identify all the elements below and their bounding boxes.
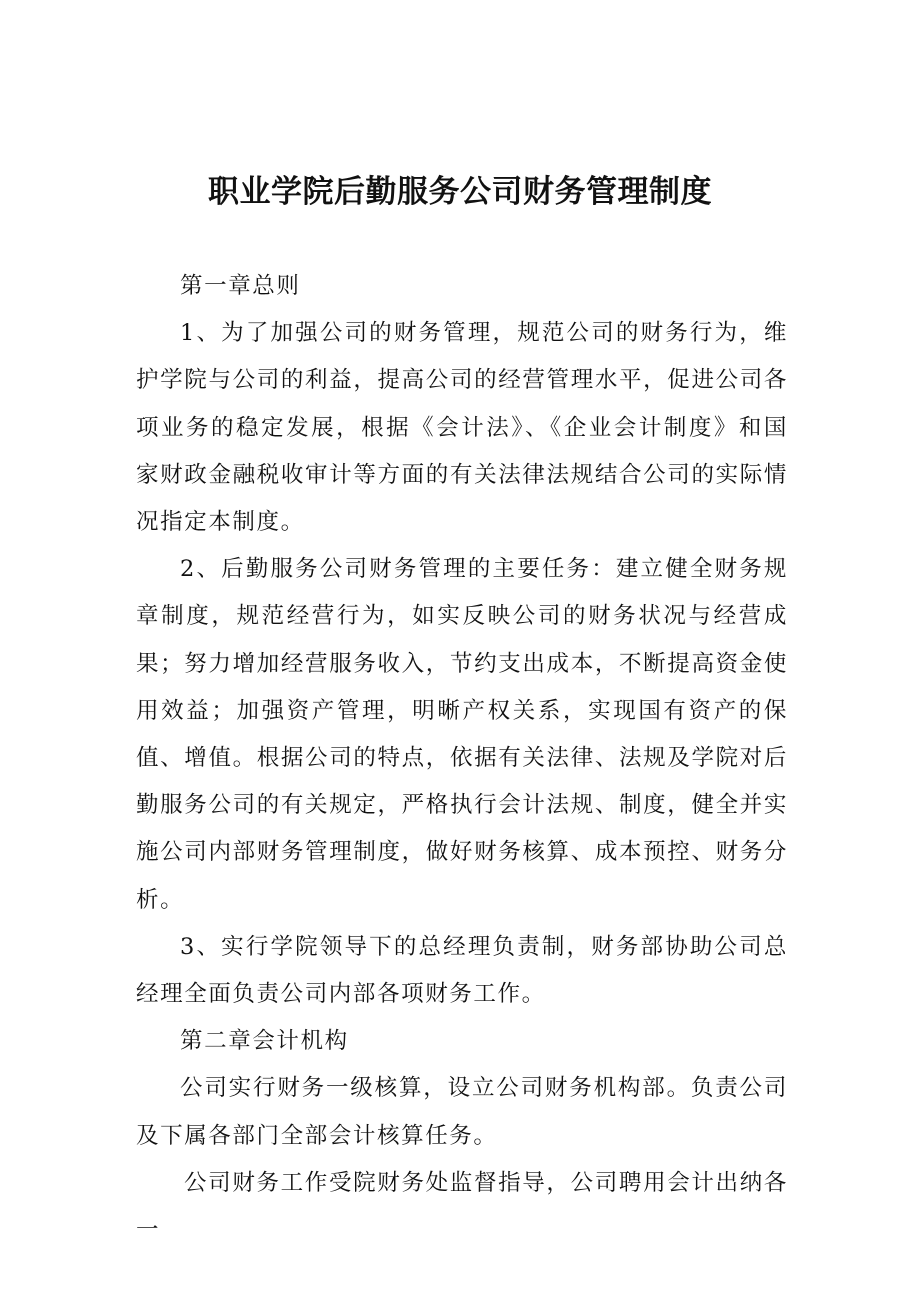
- chapter-heading-accounting: 第二章会计机构: [180, 1028, 349, 1055]
- paragraph-article-3: 3、实行学院领导下的总经理负责制，财务部协助公司总经理全面负责公司内部各项财务工作。: [136, 933, 788, 1008]
- paragraph-article-2: 2、后勤服务公司财务管理的主要任务：建立健全财务规章制度，规范经营行为，如实反映公司的财务状况与经营成果；努力增加经营服务收入，节约支出成本，不断提高资金使用效益；加强资产管理，明晰产权关系，实现国有资产的保值、增值。根据公司的特点，依据有关法律、法规及学院对后勤服务公司的有关规定，严格执行会计法规、制度，健全并实施公司内部财务管理制度，做好财务核算、成本预控、财务分析。: [136, 556, 788, 913]
- document-title: 职业学院后勤服务公司财务管理制度: [208, 174, 712, 210]
- paragraph-accounting-1: 公司实行财务一级核算，设立公司财务机构部。负责公司及下属各部门全部会计核算任务。: [136, 1075, 788, 1149]
- document-body: [136, 263, 788, 1254]
- paragraph-accounting-2: 公司财务工作受院财务处监督指导，公司聘用会计出纳各一: [136, 1169, 788, 1244]
- paragraph-article-1: 1、为了加强公司的财务管理，规范公司的财务行为，维护学院与公司的利益，提高公司的经营管理水平，促进公司各项业务的稳定发展，根据《会计法》、《企业会计制度》和国家财政金融税收审计等方面的有关法律法规结合公司的实际情况指定本制度。: [136, 320, 788, 536]
- chapter-heading-general: 第一章总则: [180, 273, 301, 299]
